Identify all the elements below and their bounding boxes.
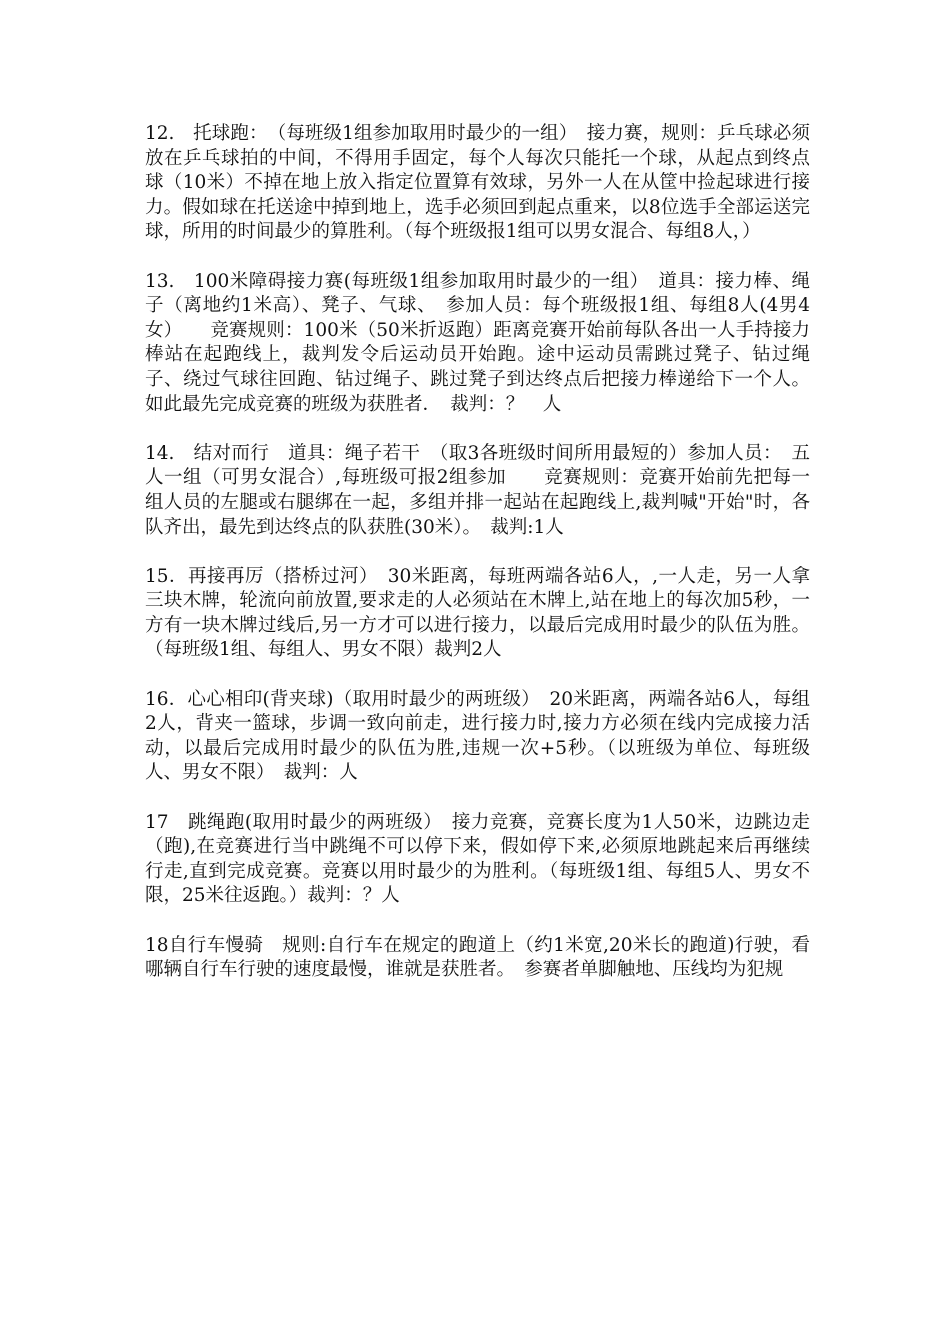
paragraph-item-18-slow-bike: 18自行车慢骑 规则:自行车在规定的跑道上（约1米宽,20米长的跑道)行驶，看哪辆自行车行驶的速度最慢，谁就是获胜者。 参赛者单脚触地、压线均为犯规 [145, 934, 810, 981]
paragraph-item-16-back-ball: 16．心心相印(背夹球)（取用时最少的两班级） 20米距离，两端各站6人，每组2人，背夹一篮球，步调一致向前走，进行接力时,接力方必须在线内完成接力活动，以最后完成用时最少的队伍为胜,违规一次+5秒。（以班级为单位、每班级人、男女不限） 裁判：人 [145, 688, 810, 784]
paragraph-item-14-pair-walk: 14. 结对而行 道具：绳子若干 （取3各班级时间所用最短的）参加人员： 五人一组（可男女混合）,每班级可报2组参加 竞赛规则：竞赛开始前先把每一组人员的左腿或右腿绑在一起，多组并排一起站在起跑线上,裁判喊"开始"时，各队齐出，最先到达终点的队获胜(30米）。 裁判:1人 [145, 442, 810, 538]
paragraph-item-13-obstacle-relay: 13. 100米障碍接力赛(每班级1组参加取用时最少的一组） 道具：接力棒、绳子（离地约1米高）、凳子、气球、 参加人员：每个班级报1组、每组8人(4男4女） 竞赛规则：100米（50米折返跑）距离竞赛开始前每队各出一人手持接力棒站在起跑线上，裁判发令后运动员开始跑。途中运动员需跳过凳子、钻过绳子、绕过气球往回跑、钻过绳子、跳过凳子到达终点后把接力棒递给下一个人。如此最先完成竞赛的班级为获胜者． 裁判：？ 人 [145, 270, 810, 415]
paragraph-item-12-ping-pong-relay: 12. 托球跑： （每班级1组参加取用时最少的一组） 接力赛，规则：乒乓球必须放在乒乓球拍的中间，不得用手固定，每个人每次只能托一个球，从起点到终点球（10米）不掉在地上放入指定位置算有效球，另外一人在从筐中捡起球进行接力。假如球在托送途中掉到地上，选手必须回到起点重来，以8位选手全部运送完球，所用的时间最少的算胜利。（每个班级报1组可以男女混合、每组8人，） [145, 123, 810, 243]
document-body [145, 122, 810, 1007]
paragraph-item-15-bridge-crossing: 15．再接再厉（搭桥过河） 30米距离，每班两端各站6人，,一人走，另一人拿三块木牌，轮流向前放置,要求走的人必须站在木牌上,站在地上的每次加5秒，一方有一块木牌过线后,另一方才可以进行接力，以最后完成用时最少的队伍为胜。（每班级1组、每组人、男女不限）裁判2人 [145, 565, 810, 661]
paragraph-item-17-jump-rope-run: 17 跳绳跑(取用时最少的两班级） 接力竞赛，竞赛长度为1人50米，边跳边走（跑),在竞赛进行当中跳绳不可以停下来，假如停下来,必须原地跳起来后再继续行走,直到完成竞赛。竞赛以用时最少的为胜利。（每班级1组、每组5人、男女不限，25米往返跑。）裁判：？人 [145, 811, 810, 907]
